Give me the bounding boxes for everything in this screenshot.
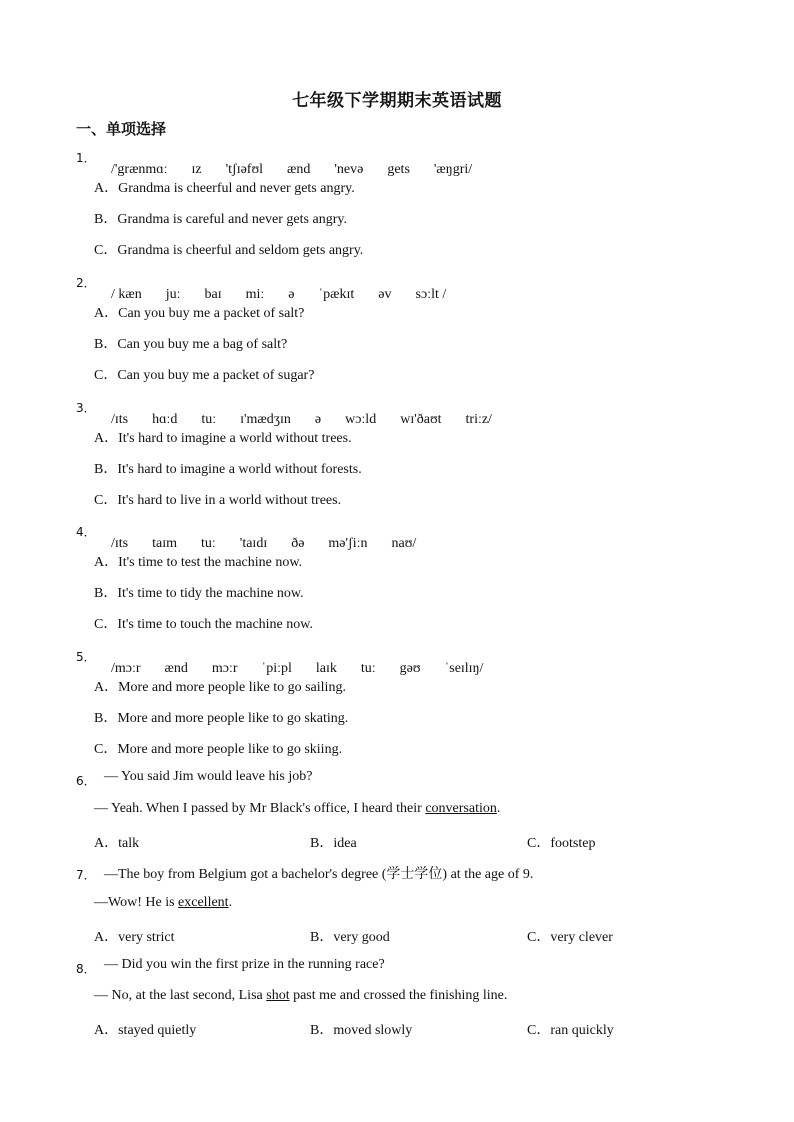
question-reply — [94, 988, 507, 1004]
page-title: 七年级下学期期末英语试题 — [292, 91, 502, 111]
phonetic-word: naʊ/ — [391, 536, 417, 551]
phonetic-word: tuː — [201, 536, 216, 551]
reply-text: . — [496, 801, 501, 816]
phonetic-word: tuː — [201, 412, 217, 427]
question-number: 7． — [76, 868, 96, 882]
option-c[interactable]: C．It's hard to live in a world without trees. — [94, 493, 342, 508]
phonetic-line — [104, 520, 440, 552]
question-stem: — Did you win the first prize in the running race? — [104, 957, 385, 972]
question-number: 4． — [76, 525, 96, 539]
phonetic-line — [104, 396, 516, 428]
section-heading: 一、单项选择 — [76, 120, 167, 138]
phonetic-word: laɪk — [315, 661, 337, 676]
option-c[interactable]: C．Grandma is cheerful and seldom gets angry. — [94, 243, 364, 258]
option-a[interactable]: A．It's hard to imagine a world without trees. — [94, 431, 352, 446]
phonetic-word: wɪ'ðaʊt — [400, 412, 442, 427]
phonetic-word: triːz/ — [465, 412, 492, 427]
phonetic-word: 'tʃɪəfʊl — [225, 162, 264, 177]
phonetic-word: /ɪts — [111, 536, 129, 551]
phonetic-word: ɪ'mædʒɪn — [240, 412, 291, 427]
option-c[interactable]: C．Can you buy me a packet of sugar? — [94, 368, 315, 383]
option-a[interactable]: A．More and more people like to go sailing. — [94, 680, 346, 695]
option-c[interactable]: C．ran quickly — [527, 1023, 614, 1038]
option-b[interactable]: B．idea — [310, 836, 357, 851]
option-a[interactable]: A．Can you buy me a packet of salt? — [94, 306, 305, 321]
option-a[interactable]: A．It's time to test the machine now. — [94, 555, 303, 570]
underlined-word: conversation — [425, 801, 497, 816]
question-number: 3． — [76, 401, 96, 415]
phonetic-word: 'æŋgri/ — [433, 162, 473, 177]
phonetic-word: taɪm — [152, 536, 178, 551]
reply-text: past me and crossed the finishing line. — [289, 988, 508, 1003]
option-b[interactable]: B．Can you buy me a bag of salt? — [94, 337, 288, 352]
reply-text: — No, at the last second, Lisa — [94, 988, 267, 1003]
option-b[interactable]: B．Grandma is careful and never gets angry. — [94, 212, 347, 227]
reply-text: . — [228, 895, 233, 910]
question-number: 2． — [76, 276, 96, 290]
option-b[interactable]: B．moved slowly — [310, 1023, 413, 1038]
phonetic-word: /ɪts — [111, 412, 129, 427]
question-number: 1． — [76, 151, 96, 165]
option-c[interactable]: C．very clever — [527, 930, 613, 945]
phonetic-word: mɔːr — [211, 661, 238, 676]
question-number: 5． — [76, 650, 96, 664]
option-c[interactable]: C．It's time to touch the machine now. — [94, 617, 313, 632]
phonetic-word: wɔːld — [345, 412, 377, 427]
option-b[interactable]: B．More and more people like to go skating. — [94, 711, 349, 726]
option-a[interactable]: A．stayed quietly — [94, 1023, 197, 1038]
underlined-word: shot — [266, 988, 290, 1003]
question-stem: —The boy from Belgium got a bachelor's degree (学士学位) at the age of 9. — [104, 867, 534, 882]
phonetic-line — [104, 645, 507, 677]
question-number: 6． — [76, 774, 96, 788]
phonetic-word: tuː — [360, 661, 376, 676]
phonetic-word: baɪ — [204, 287, 222, 302]
phonetic-word: gets — [387, 162, 410, 177]
option-b[interactable]: B．It's time to tidy the machine now. — [94, 586, 304, 601]
option-a[interactable]: A．very strict — [94, 930, 175, 945]
option-a[interactable]: A．Grandma is cheerful and never gets angry. — [94, 181, 355, 196]
question-reply — [94, 895, 232, 911]
question-number: 8． — [76, 962, 96, 976]
phonetic-word: gəʊ — [399, 661, 421, 676]
phonetic-word: ˈseɪlɪŋ/ — [444, 661, 484, 676]
reply-text: —Wow! He is — [94, 895, 179, 910]
phonetic-word: ə — [288, 287, 295, 302]
phonetic-word: /'grænmɑː — [111, 162, 168, 177]
phonetic-word: ænd — [164, 661, 188, 676]
phonetic-line — [104, 271, 470, 303]
phonetic-word: ˈpækɪt — [318, 287, 355, 302]
phonetic-word: hɑːd — [152, 412, 178, 427]
reply-text: — Yeah. When I passed by Mr Black's office, I heard their — [94, 801, 426, 816]
phonetic-word: mə'ʃiːn — [328, 536, 368, 551]
option-a[interactable]: A．talk — [94, 836, 140, 851]
option-c[interactable]: C．footstep — [527, 836, 596, 851]
option-b[interactable]: B．very good — [310, 930, 390, 945]
question-reply — [94, 801, 500, 817]
phonetic-word: ænd — [287, 162, 311, 177]
phonetic-word: ɪz — [191, 162, 202, 177]
phonetic-word: 'nevə — [334, 162, 364, 177]
phonetic-word: juː — [165, 287, 181, 302]
phonetic-line — [104, 146, 496, 178]
underlined-word: excellent — [178, 895, 229, 910]
option-b[interactable]: B．It's hard to imagine a world without forests. — [94, 462, 362, 477]
phonetic-word: ˈpiːpl — [261, 661, 292, 676]
phonetic-word: əv — [378, 287, 392, 302]
phonetic-word: ə — [314, 412, 322, 427]
phonetic-word: sɔːlt / — [415, 287, 447, 302]
phonetic-word: / kæn — [111, 287, 142, 302]
option-c[interactable]: C．More and more people like to go skiing. — [94, 742, 343, 757]
phonetic-word: /mɔːr — [111, 661, 141, 676]
phonetic-word: ðə — [291, 536, 305, 551]
phonetic-word: 'taɪdɪ — [239, 536, 268, 551]
phonetic-word: miː — [245, 287, 265, 302]
question-stem: — You said Jim would leave his job? — [104, 769, 313, 784]
